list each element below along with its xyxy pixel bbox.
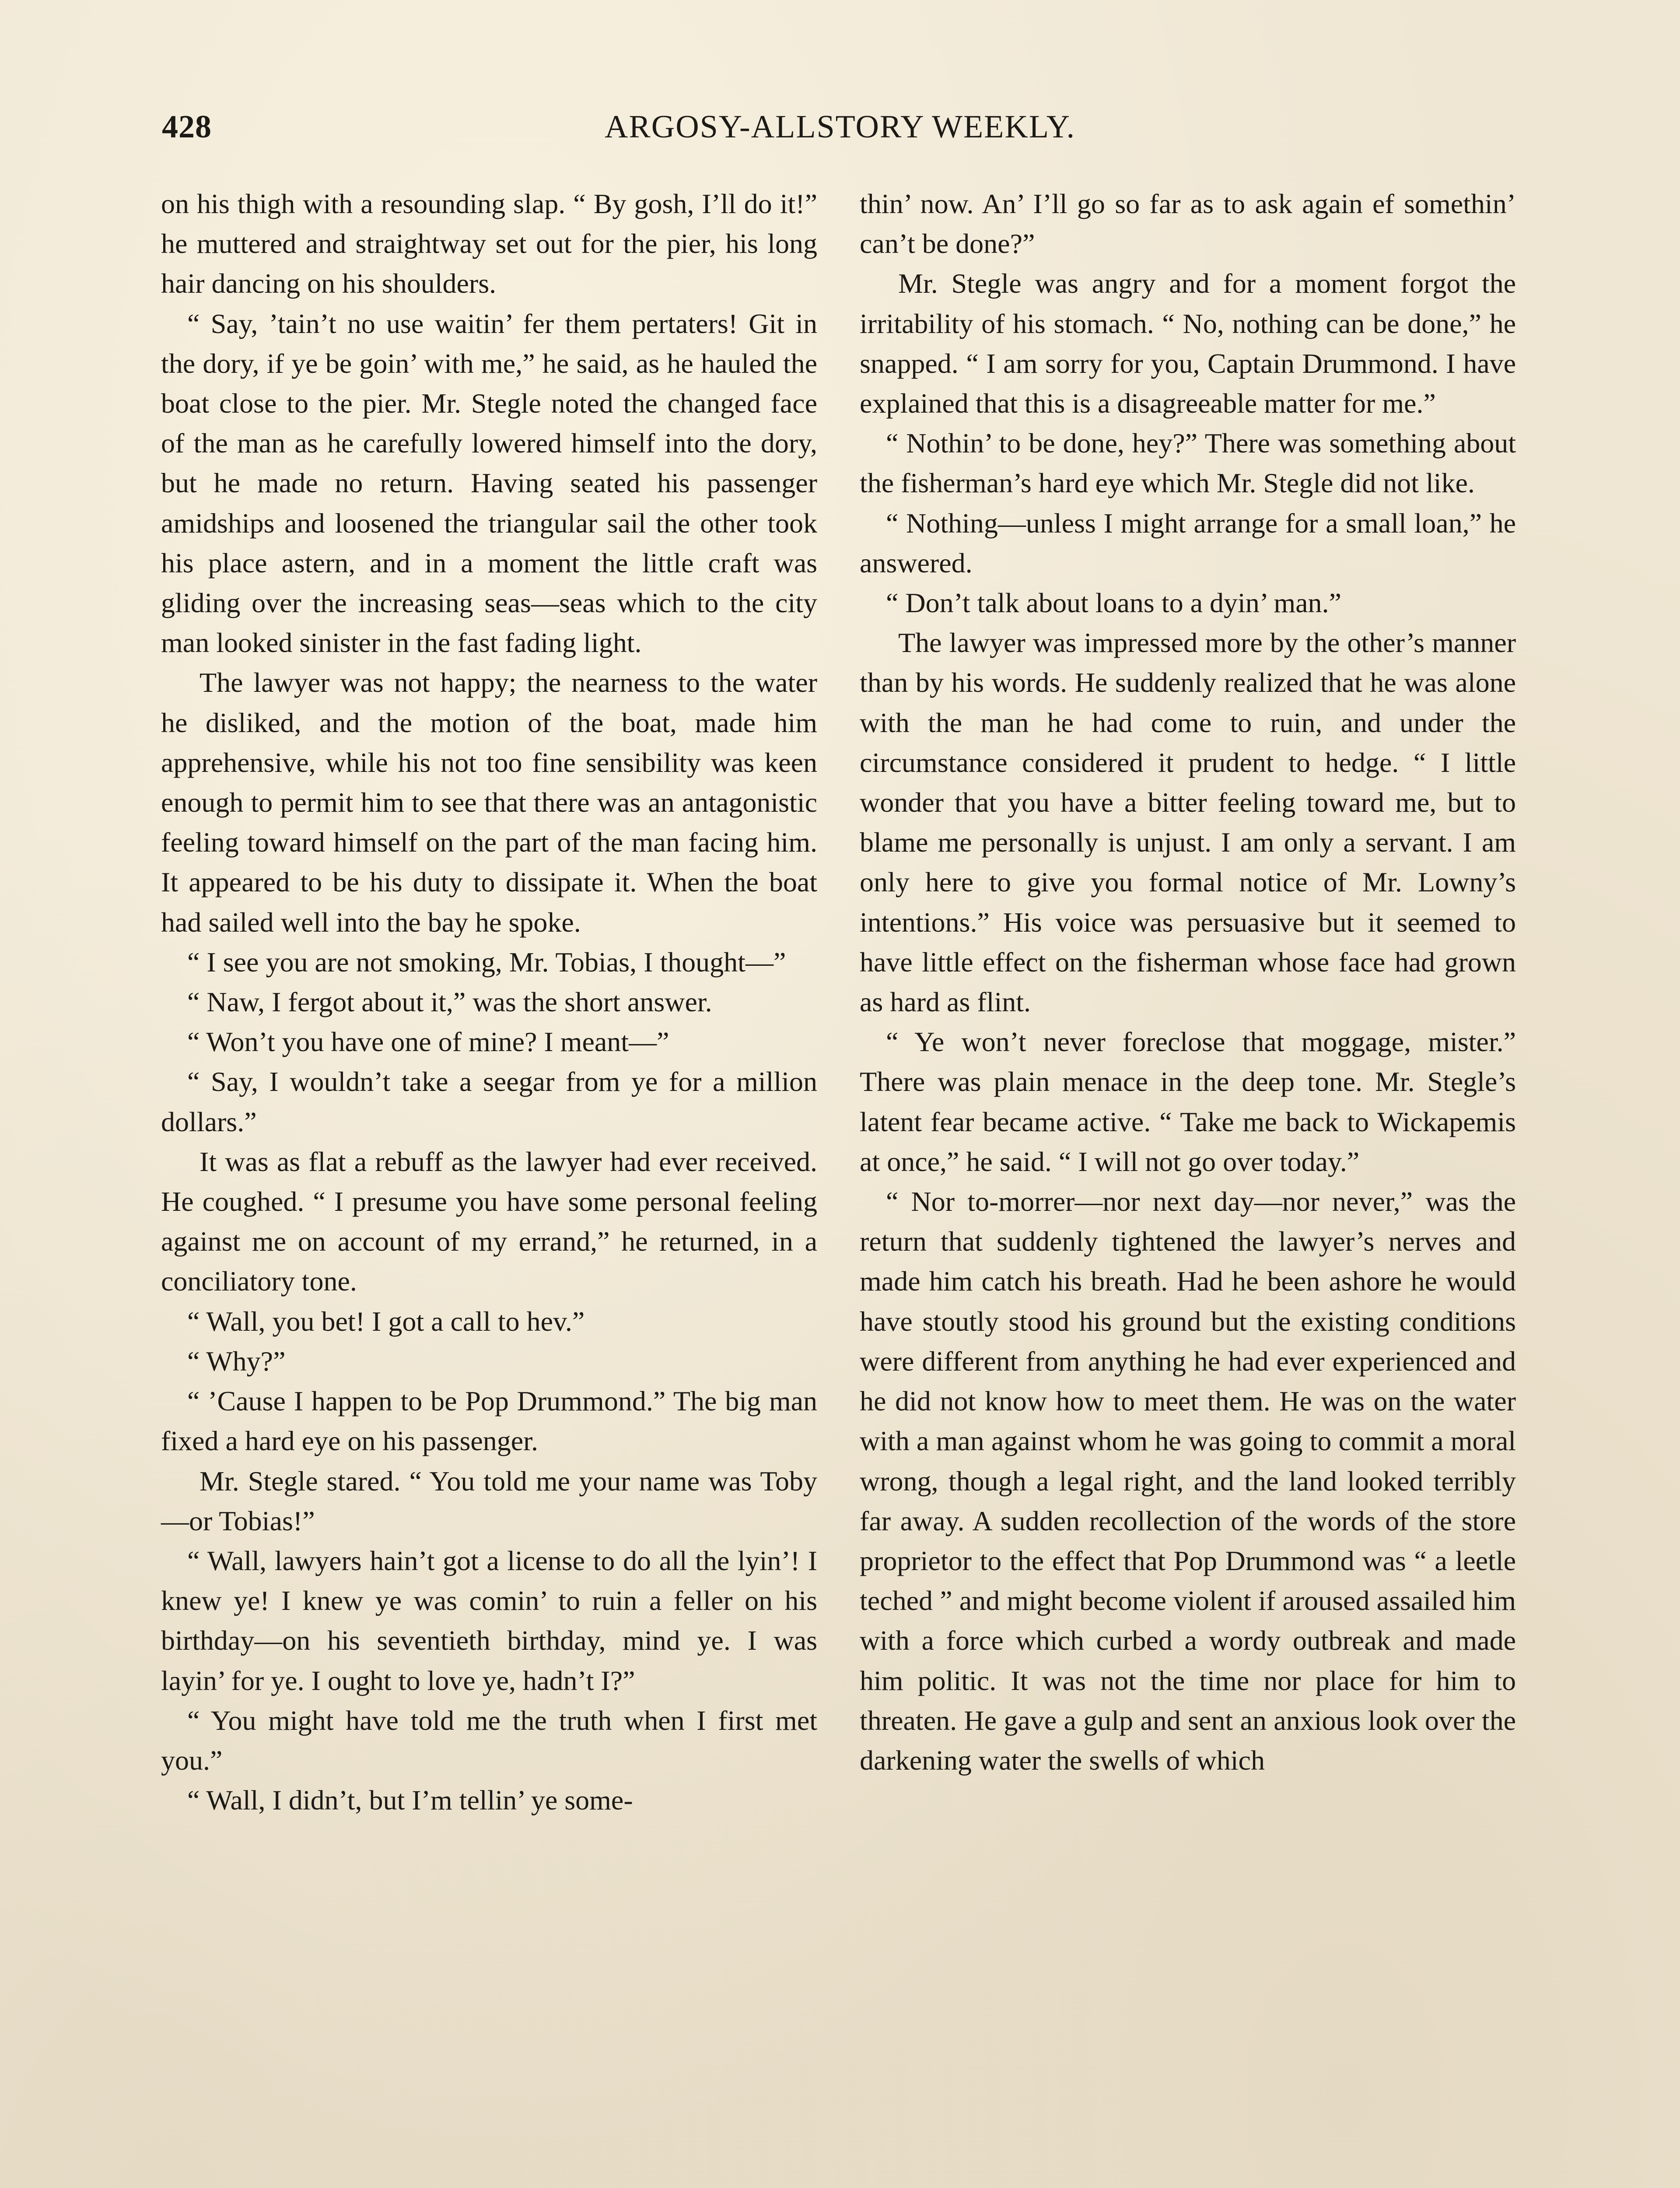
page-number: 428 bbox=[162, 109, 212, 145]
paragraph: Mr. Stegle stared. “ You told me your name was Toby—or Tobias!” bbox=[161, 1465, 817, 1536]
paragraph: “ Ye won’t never foreclose that moggage, mister.” There was plain menace in the deep tone. Mr. Stegle’s latent fear became active. “ Take me back to Wickapemis at once,” he said. “ I will not go over today.” bbox=[860, 1026, 1516, 1177]
paragraph: “ Wall, lawyers hain’t got a license to do all the lyin’! I knew ye! I knew ye was comin’ to ruin a feller on his birthday—on his seventieth birthday, mind ye. I was layin’ for ye. I ought to love ye, hadn’t I?” bbox=[161, 1545, 817, 1696]
right-text-column bbox=[860, 184, 1516, 1780]
paragraph: “ Nor to-morrer—nor next day—nor never,” was the return that suddenly tightened the lawyer’s nerves and made him catch his breath. Had he been ashore he would have stoutly stood his ground but the existing conditions were different from anything he had ever experienced and he did not know how to meet them. He was on the water with a man against whom he was going to commit a moral wrong, though a legal right, and the land looked terribly far away. A sudden recollection of the words of the store proprietor to the effect that Pop Drummond was “ a leetle teched ” and might become violent if aroused assailed him with a force which curbed a wordy outbreak and made him politic. It was not the time nor place for him to threaten. He gave a gulp and sent an anxious look over the darkening water the swells of which bbox=[860, 1186, 1516, 1776]
paragraph: on his thigh with a resounding slap. “ By gosh, I’ll do it!” he muttered and straightway set out for the pier, his long hair dancing on his shoulders. bbox=[161, 188, 817, 299]
running-head: ARGOSY-ALLSTORY WEEKLY. bbox=[604, 109, 1076, 145]
paragraph: “ Nothin’ to be done, hey?” There was something about the fisherman’s hard eye which Mr. Stegle did not like. bbox=[860, 428, 1516, 499]
paragraph: thin’ now. An’ I’ll go so far as to ask again ef somethin’ can’t be done?” bbox=[860, 188, 1516, 259]
paragraph: “ ’Cause I happen to be Pop Drummond.” The big man fixed a hard eye on his passenger. bbox=[161, 1385, 817, 1457]
paragraph: It was as flat a rebuff as the lawyer had ever received. He coughed. “ I presume you have some personal feeling against me on account of my errand,” he returned, in a conciliatory tone. bbox=[161, 1146, 817, 1297]
paragraph: “ Say, ’tain’t no use waitin’ fer them pertaters! Git in the dory, if ye be goin’ with me,” he said, as he hauled the boat close to the pier. Mr. Stegle noted the changed face of the man as he carefully lowered himself into the dory, but he made no return. Having seated his passenger amidships and loosened the triangular sail the other took his place astern, and in a moment the little craft was gliding over the increasing seas—seas which to the city man looked sinister in the fast fading light. bbox=[161, 308, 817, 659]
paragraph: “ Nothing—unless I might arrange for a small loan,” he answered. bbox=[860, 507, 1516, 579]
paragraph: “ Wall, I didn’t, but I’m tellin’ ye some- bbox=[187, 1785, 633, 1816]
paragraph: The lawyer was impressed more by the other’s manner than by his words. He suddenly realized that he was alone with the man he had come to ruin, and under the circumstance considered it prudent to hedge. “ I little wonder that you have a bitter feeling toward me, but to blame me personally is unjust. I am only a servant. I am only here to give you formal notice of Mr. Lowny’s intentions.” His voice was persuasive but it seemed to have little effect on the fisherman whose face had grown as hard as flint. bbox=[860, 627, 1516, 1018]
paragraph: “ Won’t you have one of mine? I meant—” bbox=[187, 1026, 669, 1058]
paragraph: “ Don’t talk about loans to a dyin’ man.” bbox=[886, 587, 1341, 619]
paragraph: “ You might have told me the truth when I first met you.” bbox=[161, 1704, 817, 1776]
paragraph: Mr. Stegle was angry and for a moment forgot the irritability of his stomach. “ No, nothing can be done,” he snapped. “ I am sorry for you, Captain Drummond. I have explained that this is a disagreeable matter for me.” bbox=[860, 268, 1516, 419]
paragraph: “ Naw, I fergot about it,” was the short answer. bbox=[187, 986, 712, 1018]
paragraph: “ I see you are not smoking, Mr. Tobias, I thought—” bbox=[187, 946, 786, 978]
paragraph: “ Wall, you bet! I got a call to hev.” bbox=[187, 1305, 585, 1337]
paragraph: “ Say, I wouldn’t take a seegar from ye for a million dollars.” bbox=[161, 1066, 817, 1137]
left-text-column bbox=[161, 184, 817, 1820]
paragraph: The lawyer was not happy; the nearness to the water he disliked, and the motion of the boat, made him apprehensive, while his not too fine sensibility was keen enough to permit him to see that there was an antagonistic feeling toward himself on the part of the man facing him. It appeared to be his duty to dissipate it. When the boat had sailed well into the bay he spoke. bbox=[161, 667, 817, 938]
paragraph: “ Why?” bbox=[187, 1345, 286, 1377]
